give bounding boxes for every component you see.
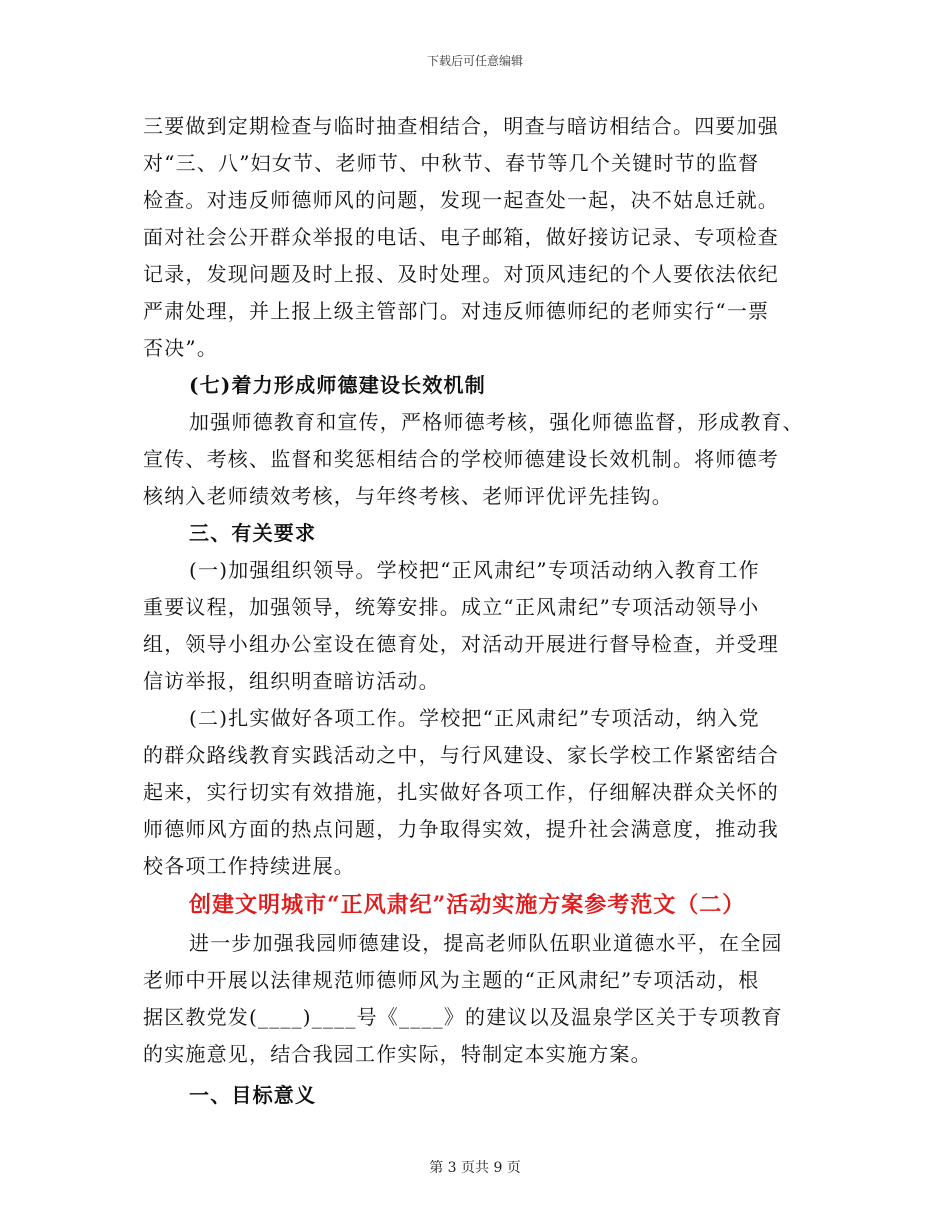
text-line: 进一步加强我园师德建设，提高老师队伍职业道德水平，在全园	[189, 931, 783, 955]
text-line: 组，领导小组办公室设在德育处，对活动开展进行督导检查，并受理	[143, 632, 779, 656]
text-line: 校各项工作持续进展。	[143, 854, 355, 878]
text-line: 记录，发现问题及时上报、及时处理。对顶风违纪的个人要依法依纪	[143, 262, 779, 286]
text-line: 核纳入老师绩效考核，与年终考核、老师评优评先挂钩。	[143, 484, 673, 508]
text-line: 加强师德教育和宣传，严格师德考核，强化师德监督，形成教育、	[189, 410, 804, 434]
document-body	[143, 108, 813, 1114]
text-line: 老师中开展以法律规范师德师风为主题的“正风肃纪”专项活动，根	[143, 968, 760, 992]
text-line: 的实施意见，结合我园工作实际，特制定本实施方案。	[143, 1042, 652, 1066]
text-line: 宣传、考核、监督和奖惩相结合的学校师德建设长效机制。将师德考	[143, 447, 779, 471]
section-heading: 三、有关要求	[189, 521, 317, 545]
text-line: 据区教党发(____)____号《____》的建议以及温泉学区关于专项教育	[143, 1005, 784, 1029]
page-header: 下载后可任意编辑	[426, 54, 523, 68]
text-line: 检查。对违反师德师风的问题，发现一起查处一起，决不姑息迁就。	[143, 188, 779, 212]
text-line: 起来，实行切实有效措施，扎实做好各项工作，仔细解决群众关怀的	[143, 780, 779, 804]
section-heading: (七)着力形成师德建设长效机制	[189, 373, 486, 397]
article-title: 创建文明城市“正风肃纪”活动实施方案参考范文（二）	[189, 892, 746, 918]
text-line: 的群众路线教育实践活动之中，与行风建设、家长学校工作紧密结合	[143, 743, 779, 767]
text-line: (一)加强组织领导。学校把“正风肃纪”专项活动纳入教育工作	[189, 558, 760, 582]
text-line: 三要做到定期检查与临时抽查相结合，明查与暗访相结合。四要加强	[143, 114, 779, 138]
page-footer: 第 3 页共 9 页	[429, 1160, 521, 1176]
text-line: 面对社会公开群众举报的电话、电子邮箱，做好接访记录、专项检查	[143, 225, 779, 249]
section-heading: 一、目标意义	[189, 1083, 317, 1107]
text-line: 严肃处理，并上报上级主管部门。对违反师德师纪的老师实行“一票	[143, 299, 770, 323]
text-line: 对“三、八”妇女节、老师节、中秋节、春节等几个关键时节的监督	[143, 151, 760, 175]
text-line: 师德师风方面的热点问题，力争取得实效，提升社会满意度，推动我	[143, 817, 779, 841]
text-line: (二)扎实做好各项工作。学校把“正风肃纪”专项活动，纳入党	[189, 706, 760, 730]
text-line: 重要议程，加强领导，统筹安排。成立“正风肃纪”专项活动领导小	[143, 595, 760, 619]
text-line: 否决”。	[143, 336, 219, 360]
text-line: 信访举报，组织明查暗访活动。	[143, 669, 440, 693]
